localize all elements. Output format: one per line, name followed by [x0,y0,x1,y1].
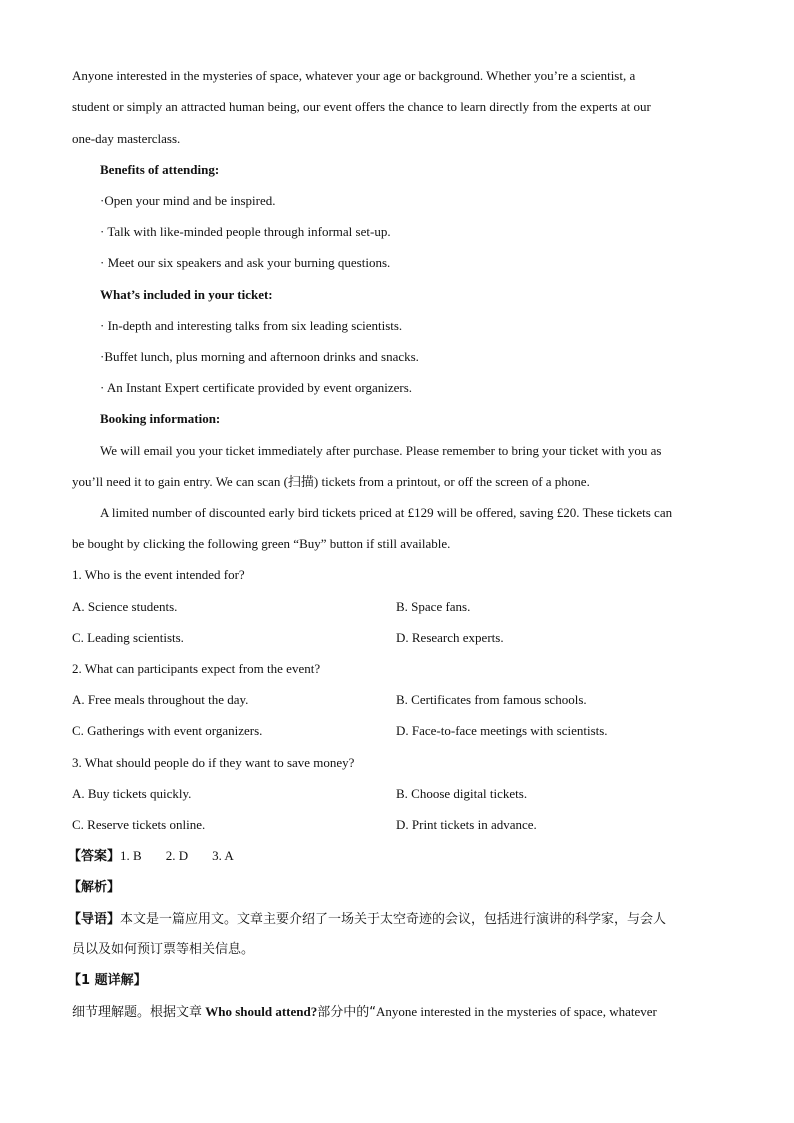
booking-p1-line-2: you’ll need it to gain entry. We can scan (扫描) tickets from a printout, or off the screen of a phone. [72,474,590,489]
question-3-option-c: C. Reserve tickets online. [72,817,206,832]
question-3-option-d: D. Print tickets in advance. [396,817,537,832]
question-1-option-b: B. Space fans. [396,599,471,614]
booking-p2-line-2: be bought by clicking the following green “Buy” button if still available. [72,536,451,551]
booking-p1-line-1: We will email you your ticket immediately after purchase. Please remember to bring your ticket with you as [100,443,662,458]
question-1-option-d: D. Research experts. [396,630,504,645]
included-heading: What’s included in your ticket: [100,287,273,302]
q1-detail-section: Who should attend? [205,1004,318,1019]
answer-2: 2. D [165,848,189,863]
question-1-option-a: A. Science students. [72,599,178,614]
question-1-option-c: C. Leading scientists. [72,630,184,645]
question-2-option-c: C. Gatherings with event organizers. [72,723,263,738]
q1-detail-label: 【1 题详解】 [68,973,147,988]
booking-p2-line-1: A limited number of discounted early bird tickets priced at £129 will be offered, saving £20. These tickets can [100,505,673,520]
included-item-2: ·Buffet lunch, plus morning and afternoon drinks and snacks. [100,349,419,364]
q1-detail-quote: Anyone interested in the mysteries of space, whatever [376,1004,657,1019]
q1-detail-line [72,1004,657,1021]
analysis-label: 【解析】 [68,880,121,895]
benefit-item-1: ·Open your mind and be inspired. [100,193,276,208]
q1-detail-mid: 部分中的“ [317,1005,376,1020]
question-2-option-a: A. Free meals throughout the day. [72,692,249,707]
answer-3: 3. A [212,848,234,863]
guide-label: 【导语】 [68,912,121,927]
question-1-stem: 1. Who is the event intended for? [72,567,245,582]
question-2-option-b: B. Certificates from famous schools. [396,692,587,707]
guide-text-1: 本文是一篇应用文。文章主要介绍了一场关于太空奇迹的会议，包括进行演讲的科学家，与会人 [120,912,667,927]
guide-text-2: 员以及如何预订票等相关信息。 [72,942,255,957]
guide-line-1 [68,911,666,928]
benefits-heading: Benefits of attending: [100,162,220,177]
answer-line [68,848,234,865]
included-item-3: · An Instant Expert certificate provided by event organizers. [100,380,413,395]
answer-label: 【答案】 [68,849,121,864]
question-3-option-b: B. Choose digital tickets. [396,786,528,801]
q1-detail-prefix: 细节理解题。根据文章 [72,1005,203,1020]
intro-line-2: student or simply an attracted human being, our event offers the chance to learn directly from the experts at our [72,99,651,114]
benefit-item-3: · Meet our six speakers and ask your burning questions. [100,255,391,270]
included-item-1: · In-depth and interesting talks from six leading scientists. [100,318,403,333]
booking-heading: Booking information: [100,411,221,426]
answer-1: 1. B [120,848,142,863]
question-3-stem: 3. What should people do if they want to save money? [72,755,355,770]
intro-line-1: Anyone interested in the mysteries of space, whatever your age or background. Whether you’re a scientist, a [72,68,636,83]
question-2-stem: 2. What can participants expect from the event? [72,661,321,676]
question-3-option-a: A. Buy tickets quickly. [72,786,192,801]
intro-line-3: one-day masterclass. [72,131,181,146]
benefit-item-2: · Talk with like-minded people through informal set-up. [100,224,391,239]
question-2-option-d: D. Face-to-face meetings with scientists. [396,723,608,738]
